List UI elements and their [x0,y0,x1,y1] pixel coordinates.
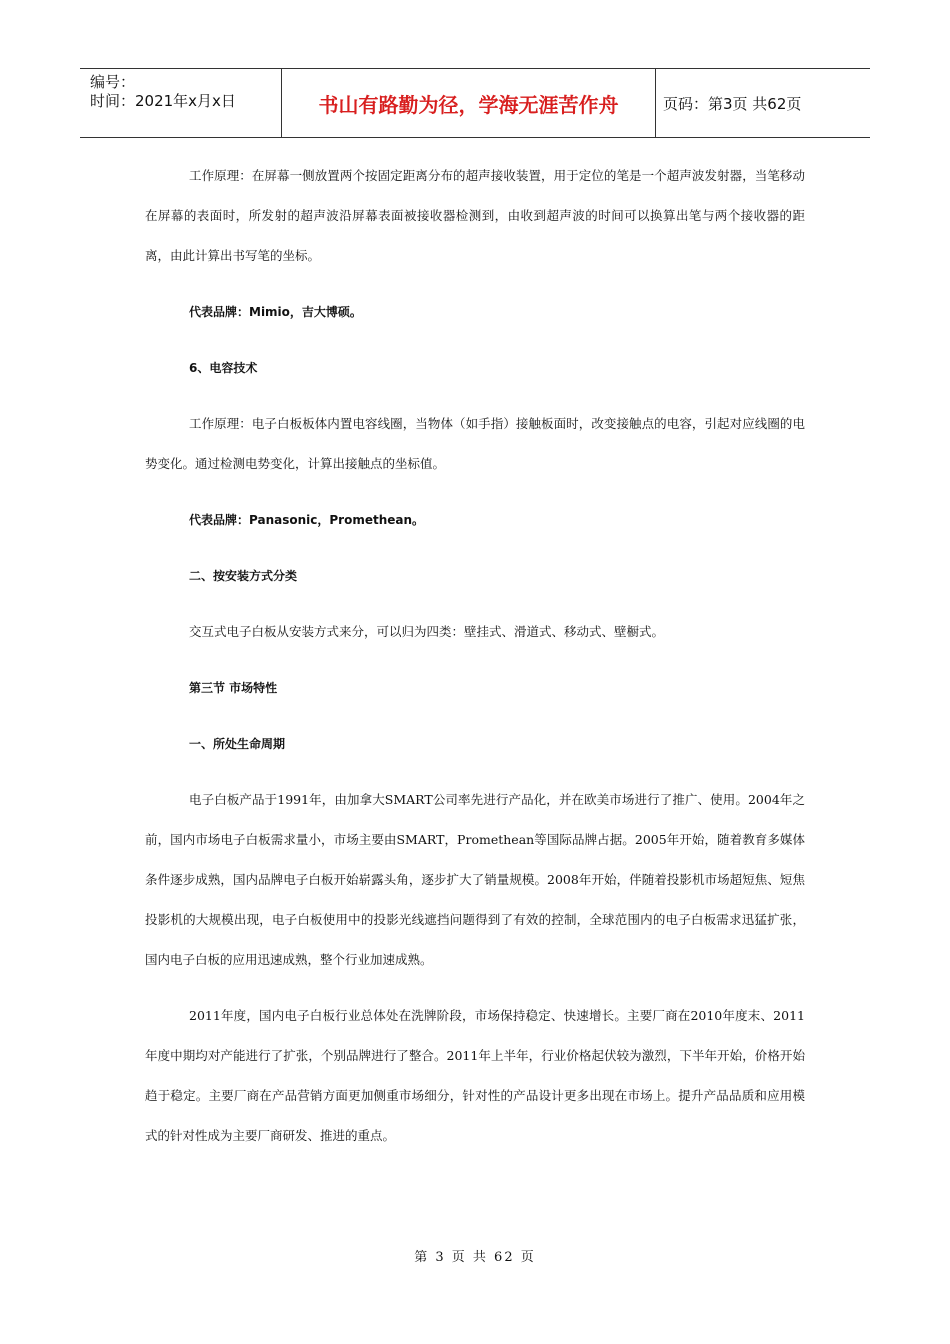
paragraph-history: 电子白板产品于1991年，由加拿大SMART公司率先进行产品化，并在欧美市场进行了推广、使用。2004年之前，国内市场电子白板需求量小，市场主要由SMART，Promethean等国际品牌占据。2005年开始，随着教育多媒体条件逐步成熟，国内品牌电子白板开始崭露头角，逐步扩大了销量规模。2008年开始，伴随着投影机市场超短焦、短焦投影机的大规模出现，电子白板使用中的投影光线遮挡问题得到了有效的控制，全球范围内的电子白板需求迅猛扩张，国内电子白板的应用迅速成熟，整个行业加速成熟。 [145,792,805,967]
paragraph-ultrasonic-principle: 工作原理：在屏幕一侧放置两个按固定距离分布的超声接收装置，用于定位的笔是一个超声波发射器，当笔移动在屏幕的表面时，所发射的超声波沿屏幕表面被接收器检测到，由收到超声波的时间可以换算出笔与两个接收器的距离，由此计算出书写笔的坐标。 [145,168,805,263]
header-page-label: 页码：第3页 共62页 [663,94,802,113]
paragraph-capacitive-principle: 工作原理：电子白板板体内置电容线圈，当物体（如手指）接触板面时，改变接触点的电容，引起对应线圈的电势变化。通过检测电势变化，计算出接触点的坐标值。 [145,416,805,471]
doc-number-label: 编号： [90,73,136,91]
page-header [80,68,870,138]
page-footer: 第 3 页 共 62 页 [414,1250,536,1265]
paragraph-2011-market: 2011年度，国内电子白板行业总体处在洗牌阶段，市场保持稳定、快速增长。主要厂商在2010年度末、2011年度中期均对产能进行了扩张，个别品牌进行了整合。2011年上半年，行业价格起伏较为激烈，下半年开始，价格开始趋于稳定。主要厂商在产品营销方面更加侧重市场细分，针对性的产品设计更多出现在市场上。提升产品品质和应用模式的针对性成为主要厂商研发、推进的重点。 [145,1008,805,1143]
heading-install-classification: 二、按安装方式分类 [189,569,298,583]
header-meta [80,69,280,137]
header-motto: 书山有路勤为径，学海无涯苦作舟 [281,69,656,137]
doc-date-label: 时间：2021年x月x日 [90,92,236,110]
paragraph-ultrasonic-brands: 代表品牌：Mimio，吉大博硕。 [189,305,362,319]
paragraph-capacitive-brands: 代表品牌：Panasonic，Promethean。 [189,513,425,527]
document-body [145,156,805,1156]
heading-life-cycle: 一、所处生命周期 [189,737,286,751]
heading-capacitive-tech: 6、电容技术 [189,361,258,375]
heading-market-section: 第三节 市场特性 [189,681,278,695]
paragraph-install-types: 交互式电子白板从安装方式来分，可以归为四类：壁挂式、滑道式、移动式、壁橱式。 [189,624,665,639]
